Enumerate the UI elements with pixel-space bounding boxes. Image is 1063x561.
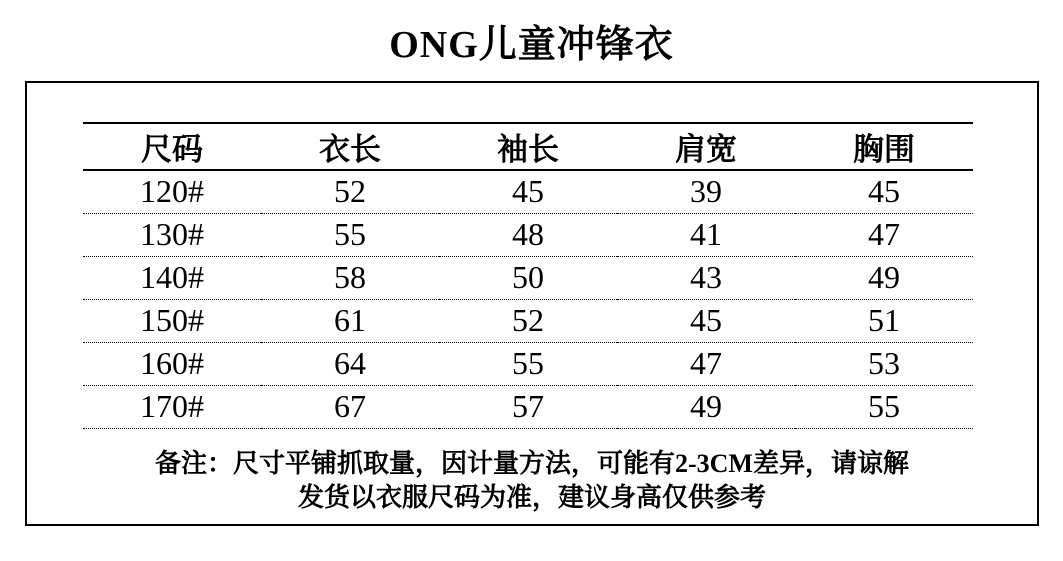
column-header-garment-length: 衣长 (261, 123, 439, 170)
table-row (83, 385, 973, 428)
size-chart-body (83, 170, 973, 428)
note-line-1: 备注：尺寸平铺抓取量，因计量方法，可能有2-3CM差异，请谅解 (155, 449, 909, 478)
cell-shoulder-width: 47 (617, 342, 795, 385)
cell-chest: 55 (795, 385, 973, 428)
cell-size: 130# (83, 213, 261, 256)
cell-shoulder-width: 45 (617, 299, 795, 342)
cell-size: 170# (83, 385, 261, 428)
cell-garment-length: 52 (261, 170, 439, 213)
cell-garment-length: 55 (261, 213, 439, 256)
column-header-shoulder-width: 肩宽 (617, 123, 795, 170)
cell-shoulder-width: 39 (617, 170, 795, 213)
cell-chest: 53 (795, 342, 973, 385)
cell-sleeve-length: 48 (439, 213, 617, 256)
column-header-sleeve-length: 袖长 (439, 123, 617, 170)
size-chart-header (83, 123, 973, 170)
cell-size: 150# (83, 299, 261, 342)
cell-chest: 49 (795, 256, 973, 299)
table-row (83, 342, 973, 385)
cell-chest: 47 (795, 213, 973, 256)
header-row (83, 123, 973, 170)
size-chart-table (83, 122, 973, 429)
cell-size: 140# (83, 256, 261, 299)
cell-size: 160# (83, 342, 261, 385)
notes-block (27, 447, 1037, 515)
cell-sleeve-length: 52 (439, 299, 617, 342)
cell-sleeve-length: 45 (439, 170, 617, 213)
cell-sleeve-length: 55 (439, 342, 617, 385)
cell-sleeve-length: 50 (439, 256, 617, 299)
cell-sleeve-length: 57 (439, 385, 617, 428)
table-row (83, 256, 973, 299)
cell-garment-length: 58 (261, 256, 439, 299)
cell-garment-length: 67 (261, 385, 439, 428)
table-row (83, 299, 973, 342)
cell-shoulder-width: 49 (617, 385, 795, 428)
cell-garment-length: 61 (261, 299, 439, 342)
cell-size: 120# (83, 170, 261, 213)
cell-shoulder-width: 43 (617, 256, 795, 299)
cell-chest: 51 (795, 299, 973, 342)
column-header-size: 尺码 (83, 123, 261, 170)
note-line-2: 发货以衣服尺码为准，建议身高仅供参考 (297, 483, 766, 512)
table-row (83, 213, 973, 256)
cell-shoulder-width: 41 (617, 213, 795, 256)
table-row (83, 170, 973, 213)
cell-chest: 45 (795, 170, 973, 213)
page-title: ONG儿童冲锋衣 (389, 24, 674, 66)
chart-border-box (25, 81, 1039, 526)
column-header-chest: 胸围 (795, 123, 973, 170)
cell-garment-length: 64 (261, 342, 439, 385)
